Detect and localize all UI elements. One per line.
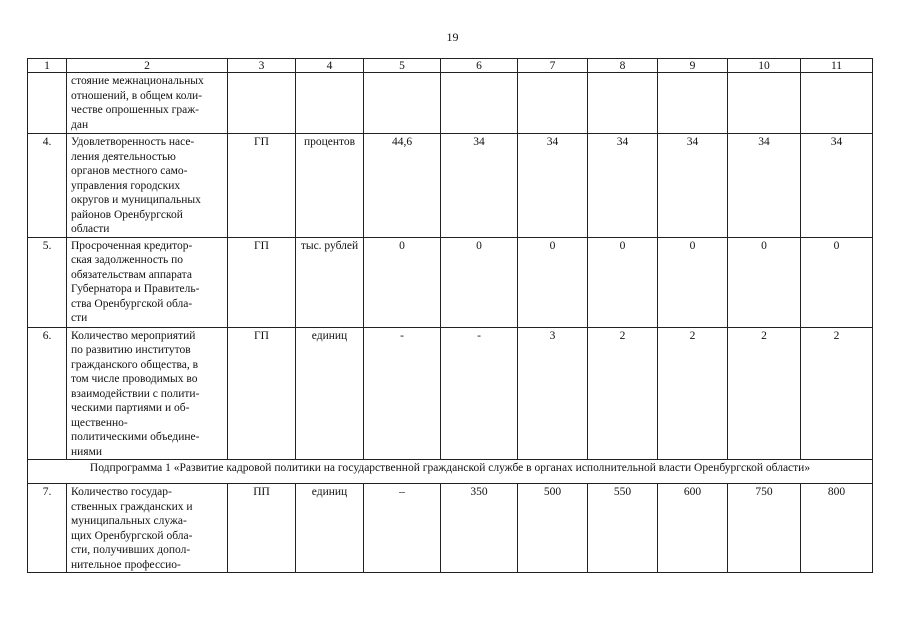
col-header-10: 10	[728, 59, 801, 73]
value-col5: –	[364, 484, 441, 573]
subprogram-title: Подпрограмма 1 «Развитие кадровой политики на государственной гражданской службе в органах исполнительной власти Оренбургской области»	[28, 460, 873, 484]
value-col8: 34	[588, 134, 658, 238]
value-col10: 2	[728, 327, 801, 460]
value-col7: 34	[518, 134, 588, 238]
name-line: области	[71, 223, 110, 235]
table-row	[28, 327, 873, 460]
unit: тыс. рублей	[296, 237, 364, 327]
name-line: честве опрошенных граж-	[71, 104, 200, 116]
indicator-name	[67, 484, 228, 573]
value-col10: 750	[728, 484, 801, 573]
value-col9: 34	[658, 134, 728, 238]
value-col8: 550	[588, 484, 658, 573]
value-col10	[728, 73, 801, 134]
value-col11: 0	[801, 237, 873, 327]
row-number: 6.	[28, 327, 67, 460]
value-col5: 0	[364, 237, 441, 327]
col-header-8: 8	[588, 59, 658, 73]
name-line: политическими объедине-	[71, 431, 200, 443]
col-header-1: 1	[28, 59, 67, 73]
indicator-name	[67, 134, 228, 238]
indicator-name	[67, 327, 228, 460]
program-type: ГП	[228, 327, 296, 460]
unit: единиц	[296, 327, 364, 460]
value-col11: 2	[801, 327, 873, 460]
name-line: дан	[71, 118, 89, 131]
value-col6: 350	[441, 484, 518, 573]
name-line: Просроченная кредитор-	[71, 239, 193, 252]
indicators-table	[27, 58, 873, 573]
col-header-6: 6	[441, 59, 518, 73]
subprogram-row	[28, 460, 873, 484]
name-line: Удовлетворенность насе-	[71, 136, 195, 148]
name-line: ская задолженность по	[71, 254, 184, 266]
col-header-3: 3	[228, 59, 296, 73]
value-col6: -	[441, 327, 518, 460]
name-line: отношений, в общем коли-	[71, 89, 203, 102]
value-col10: 0	[728, 237, 801, 327]
value-col9: 2	[658, 327, 728, 460]
row-number: 4.	[28, 134, 67, 238]
name-line: стояние межнациональных	[71, 75, 204, 87]
program-type: ПП	[228, 484, 296, 573]
name-line: взаимодействии с полити-	[71, 387, 200, 400]
name-line: Количество мероприятий	[71, 329, 196, 342]
value-col7: 500	[518, 484, 588, 573]
name-line: ства Оренбургской обла-	[71, 297, 193, 310]
value-col11: 34	[801, 134, 873, 238]
name-line: округов и муниципальных	[71, 194, 201, 206]
col-header-11: 11	[801, 59, 873, 73]
name-line: Губернатора и Правитель-	[71, 283, 200, 295]
col-header-5: 5	[364, 59, 441, 73]
value-col7: 0	[518, 237, 588, 327]
value-col11: 800	[801, 484, 873, 573]
value-col5: 44,6	[364, 134, 441, 238]
page-number: 19	[446, 30, 459, 44]
value-col9: 600	[658, 484, 728, 573]
indicator-name	[67, 73, 228, 134]
name-line: ниями	[71, 445, 103, 458]
name-line: гражданского общества, в	[71, 358, 199, 371]
name-line: муниципальных служа-	[71, 515, 187, 527]
table-row	[28, 73, 873, 134]
value-col10: 34	[728, 134, 801, 238]
table-row	[28, 484, 873, 573]
name-line: нительное профессио-	[71, 558, 181, 571]
unit: единиц	[296, 484, 364, 573]
name-line: обязательствам аппарата	[71, 268, 192, 281]
name-line: Количество государ-	[71, 486, 172, 498]
value-col8: 2	[588, 327, 658, 460]
indicator-name	[67, 237, 228, 327]
table-row	[28, 134, 873, 238]
value-col11	[801, 73, 873, 134]
value-col6: 0	[441, 237, 518, 327]
name-line: щих Оренбургской обла-	[71, 529, 193, 542]
header-row	[28, 59, 873, 73]
program-type: ГП	[228, 237, 296, 327]
value-col9	[658, 73, 728, 134]
value-col5	[364, 73, 441, 134]
value-col6	[441, 73, 518, 134]
value-col7	[518, 73, 588, 134]
value-col8	[588, 73, 658, 134]
value-col8: 0	[588, 237, 658, 327]
name-line: ления деятельностью	[71, 150, 176, 163]
unit	[296, 73, 364, 134]
name-line: управления городских	[71, 179, 181, 192]
table-row	[28, 237, 873, 327]
name-line: районов Оренбургской	[71, 208, 183, 221]
program-type	[228, 73, 296, 134]
row-number	[28, 73, 67, 134]
row-number: 7.	[28, 484, 67, 573]
name-line: ственных гражданских и	[71, 500, 193, 513]
col-header-2: 2	[67, 59, 228, 73]
row-number: 5.	[28, 237, 67, 327]
value-col5: -	[364, 327, 441, 460]
value-col9: 0	[658, 237, 728, 327]
name-line: ческими партиями и об-	[71, 402, 190, 414]
unit: процентов	[296, 134, 364, 238]
name-line: по развитию институтов	[71, 344, 191, 356]
col-header-7: 7	[518, 59, 588, 73]
value-col7: 3	[518, 327, 588, 460]
name-line: том числе проводимых во	[71, 373, 198, 385]
col-header-4: 4	[296, 59, 364, 73]
col-header-9: 9	[658, 59, 728, 73]
name-line: органов местного само-	[71, 165, 188, 177]
name-line: сти, получивших допол-	[71, 544, 191, 556]
value-col6: 34	[441, 134, 518, 238]
program-type: ГП	[228, 134, 296, 238]
name-line: щественно-	[71, 416, 128, 429]
name-line: сти	[71, 312, 88, 324]
